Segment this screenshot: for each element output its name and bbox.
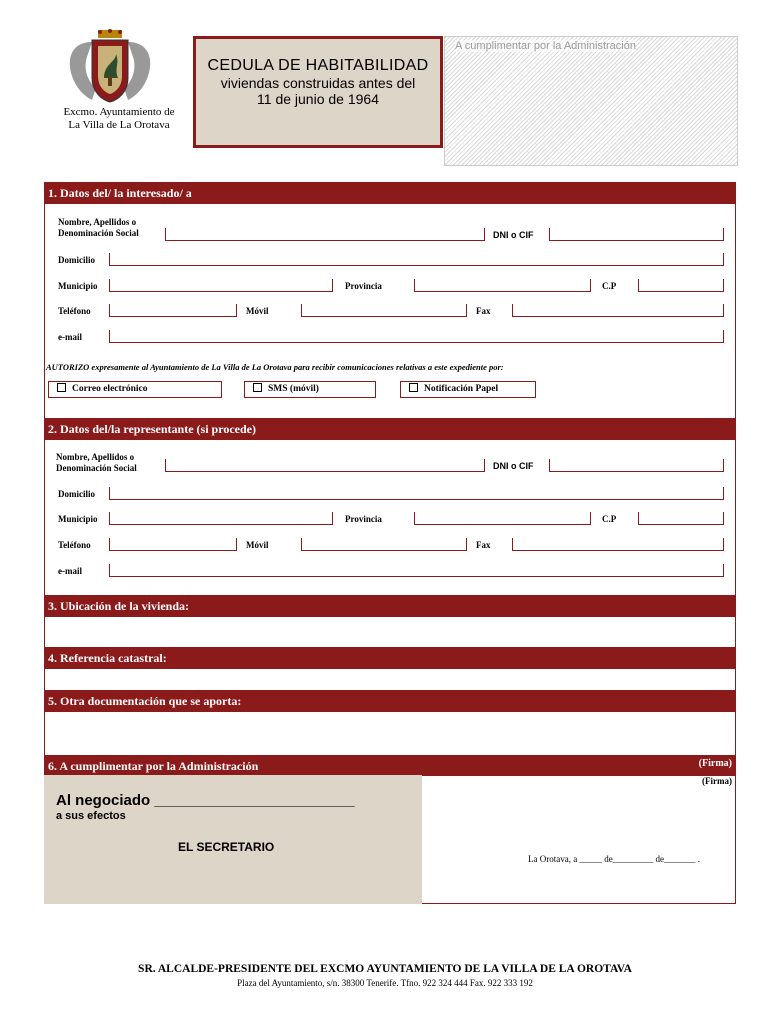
rep-dni-label: DNI o CIF [493, 461, 534, 471]
date-line: La Orotava, a _____ de_________ de_______ . [528, 854, 700, 864]
rep-dni-field[interactable] [549, 459, 724, 472]
dni-field[interactable] [549, 228, 724, 241]
rep-municipio-field[interactable] [109, 512, 333, 525]
rep-fax-label: Fax [476, 540, 491, 550]
telefono-label: Teléfono [58, 306, 91, 316]
section-4-header: 4. Referencia catastral: [44, 647, 736, 669]
title-line-3: 11 de junio de 1964 [257, 91, 379, 107]
dni-label: DNI o CIF [493, 230, 534, 240]
rep-domicilio-field[interactable] [109, 487, 724, 500]
section-5-header: 5. Otra documentación que se aporta: [44, 690, 428, 712]
firma-header: (Firma) [698, 758, 732, 769]
rep-domicilio-label: Domicilio [58, 489, 95, 499]
negociado-line: Al negociado ________________________ [56, 792, 355, 809]
rep-municipio-label: Municipio [58, 514, 98, 524]
rep-movil-label: Móvil [246, 540, 269, 550]
rep-name-label: Nombre, Apellidos o Denominación Social [56, 452, 137, 473]
municipality-name: Excmo. Ayuntamiento de La Villa de La Orotava [63, 106, 175, 131]
cp-field[interactable] [638, 279, 724, 292]
efectos-text: a sus efectos [56, 810, 126, 822]
option-sms[interactable]: SMS (móvil) [244, 381, 376, 398]
option-paper[interactable]: Notificación Papel [400, 381, 536, 398]
domicilio-field[interactable] [109, 253, 724, 266]
secretario-text: EL SECRETARIO [178, 840, 275, 854]
movil-label: Móvil [246, 306, 269, 316]
footer-recipient: SR. ALCALDE-PRESIDENTE DEL EXCMO AYUNTAMIENTO DE LA VILLA DE LA OROTAVA [138, 963, 632, 975]
fax-field[interactable] [512, 304, 724, 317]
email-field[interactable] [109, 330, 724, 343]
section-5-header-right [428, 690, 736, 712]
section-1-header: 1. Datos del/ la interesado/ a [44, 182, 736, 204]
footer-address: Plaza del Ayuntamiento, s/n. 38300 Tenerife. Tfno. 922 324 444 Fax. 922 333 192 [237, 978, 533, 988]
signature-area[interactable] [422, 775, 736, 904]
checkbox-icon[interactable] [57, 383, 66, 392]
title-line-1: CEDULA DE HABITABILIDAD [207, 57, 429, 74]
referencia-field[interactable] [44, 669, 736, 690]
rep-telefono-field[interactable] [109, 538, 237, 551]
rep-telefono-label: Teléfono [58, 540, 91, 550]
title-line-2: viviendas construidas antes del [220, 75, 416, 91]
checkbox-icon[interactable] [253, 383, 262, 392]
domicilio-label: Domicilio [58, 255, 95, 265]
admin-note: A cumplimentar por la Administración [455, 40, 636, 52]
option-email[interactable]: Correo electrónico [48, 381, 222, 398]
municipio-field[interactable] [109, 279, 333, 292]
provincia-field[interactable] [414, 279, 591, 292]
movil-field[interactable] [301, 304, 467, 317]
rep-provincia-field[interactable] [414, 512, 591, 525]
rep-movil-field[interactable] [301, 538, 467, 551]
coat-of-arms-icon [62, 28, 158, 106]
telefono-field[interactable] [109, 304, 237, 317]
rep-name-field[interactable] [165, 459, 485, 472]
checkbox-icon[interactable] [409, 383, 418, 392]
email-label: e-mail [58, 332, 82, 342]
section-3-header: 3. Ubicación de la vivienda: [44, 595, 736, 617]
authorization-text: AUTORIZO expresamente al Ayuntamiento de La Villa de La Orotava para recibir comunicaciones relativas a este expediente por: [46, 362, 504, 372]
name-label: Nombre, Apellidos o Denominación Social [58, 217, 139, 238]
cp-label: C.P [602, 281, 617, 291]
firma-label: (Firma) [702, 776, 732, 786]
name-field[interactable] [165, 228, 485, 241]
rep-cp-field[interactable] [638, 512, 724, 525]
rep-cp-label: C.P [602, 514, 617, 524]
section-2-header: 2. Datos del/la representante (si procede) [44, 418, 736, 440]
provincia-label: Provincia [345, 281, 382, 291]
fax-label: Fax [476, 306, 491, 316]
rep-email-field[interactable] [109, 564, 724, 577]
municipio-label: Municipio [58, 281, 98, 291]
admin-use-box [444, 36, 738, 166]
rep-email-label: e-mail [58, 566, 82, 576]
rep-provincia-label: Provincia [345, 514, 382, 524]
documentacion-field[interactable] [44, 712, 736, 755]
rep-fax-field[interactable] [512, 538, 724, 551]
section-6-header: 6. A cumplimentar por la Administración [44, 755, 422, 777]
ubicacion-field[interactable] [44, 617, 736, 647]
document-title [193, 36, 443, 148]
